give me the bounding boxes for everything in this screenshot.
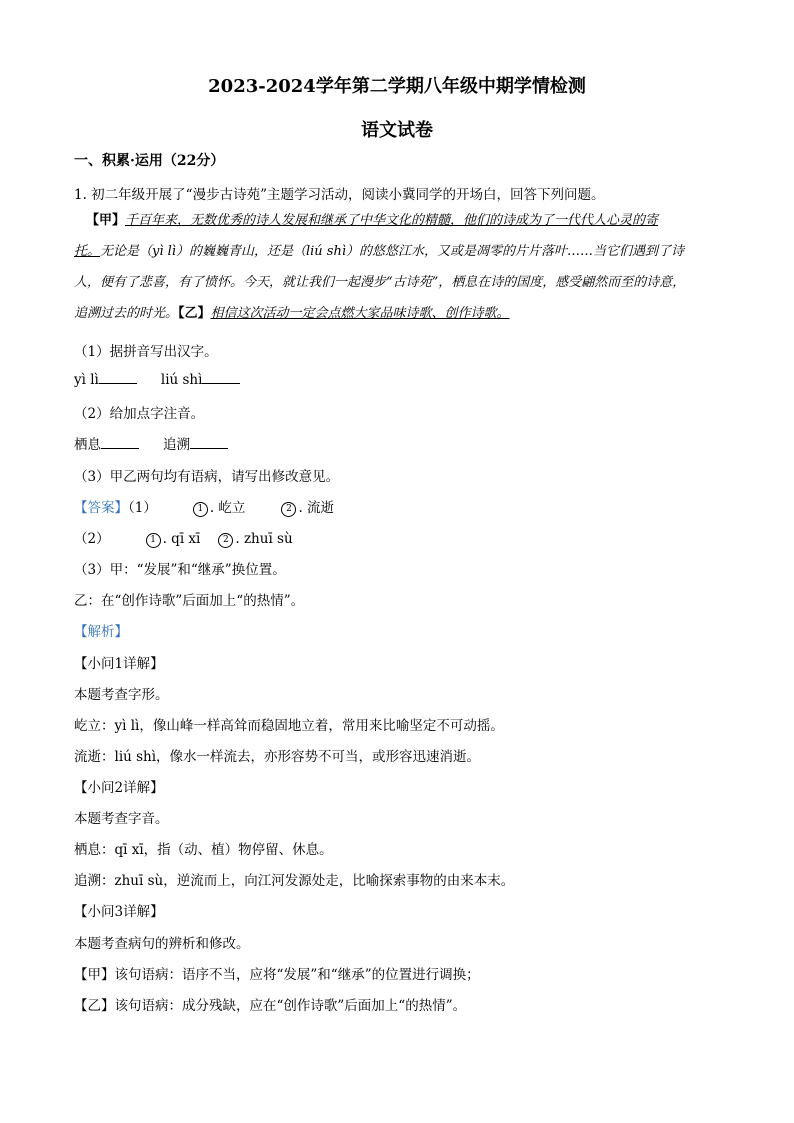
word-a: 栖息 bbox=[74, 437, 101, 453]
sub-question-1: （1）据拼音写出汉字。 bbox=[74, 344, 218, 360]
analysis-label: 【解析】 bbox=[74, 624, 128, 640]
analysis-line: 流逝：liú shì，像水一样流去，亦形容势不可当，或形容迅速消逝。 bbox=[74, 749, 481, 765]
analysis-subheading: 【小问1详解】 bbox=[74, 656, 164, 672]
passage-underlined-yi: 相信这次活动一定会点燃大家品味诗歌、创作诗歌。 bbox=[210, 306, 510, 321]
passage-underlined-jia: 千百年来，无数优秀的诗人发展和继承了中华文化的精髓，他们的诗成为了一代代人心灵的寄 bbox=[125, 213, 659, 228]
answer-line-3: （3）甲：“发展”和“继承”换位置。 bbox=[74, 562, 286, 578]
circle-number-icon: 1 bbox=[193, 502, 208, 517]
analysis-line: 【乙】该句语病：成分残缺，应在“创作诗歌”后面加上“的热情”。 bbox=[74, 998, 467, 1014]
answer-line-2 bbox=[74, 527, 293, 548]
answer-item: . zhuī sù bbox=[235, 531, 293, 547]
passage-line bbox=[74, 298, 722, 329]
passage-tag-yi: 【乙】 bbox=[178, 306, 211, 321]
analysis-line: 栖息：qī xī，指（动、植）物停留、休息。 bbox=[74, 842, 333, 858]
answer-blank[interactable] bbox=[101, 436, 139, 449]
reading-passage bbox=[74, 205, 722, 329]
answer-item: . qī xī bbox=[162, 531, 201, 547]
answer-item: . 流逝 bbox=[298, 500, 335, 516]
analysis-line: 本题考查字音。 bbox=[74, 811, 169, 827]
answer-label: 【答案】 bbox=[74, 500, 128, 516]
sub-question-2: （2）给加点字注音。 bbox=[74, 406, 205, 422]
question-prompt: 1. 初二年级开展了“漫步古诗苑”主题学习活动，阅读小冀同学的开场白，回答下列问题。 bbox=[74, 187, 605, 203]
answer-blank[interactable] bbox=[99, 371, 137, 384]
analysis-line: 屹立：yì lì，像山峰一样高耸而稳固地立着，常用来比喻坚定不可动摇。 bbox=[74, 718, 504, 734]
passage-text: 追溯过去的时光。 bbox=[74, 306, 179, 321]
answer-item: . 屹立 bbox=[209, 500, 246, 516]
section-heading: 一、积累·运用（22分） bbox=[74, 153, 225, 169]
answer-number: （2） bbox=[74, 531, 110, 547]
analysis-subheading: 【小问2详解】 bbox=[74, 780, 164, 796]
passage-text: 无论是（yì lì）的巍巍青山，还是（liú shì）的悠悠江水，又或是凋零的片片落叶……当它们遇到了诗 bbox=[100, 244, 684, 259]
analysis-line: 本题考查字形。 bbox=[74, 687, 169, 703]
passage-tag-jia: 【甲】 bbox=[86, 213, 126, 228]
analysis-line: 本题考查病句的辨析和修改。 bbox=[74, 936, 250, 952]
circle-number-icon: 2 bbox=[218, 533, 233, 548]
pinyin-b: liú shì bbox=[160, 372, 203, 388]
exam-subtitle: 语文试卷 bbox=[361, 120, 433, 141]
passage-underlined-jia-end: 托。 bbox=[74, 244, 101, 259]
analysis-line: 【甲】该句语病：语序不当，应将“发展”和“继承”的位置进行调换； bbox=[74, 967, 480, 983]
answer-number: （1） bbox=[128, 500, 157, 516]
answer-line-4: 乙：在“创作诗歌”后面加上“的热情”。 bbox=[74, 593, 305, 609]
pinyin-a: yì lì bbox=[74, 372, 99, 388]
passage-line bbox=[74, 236, 722, 267]
sub-question-2-blanks bbox=[74, 433, 228, 453]
circle-number-icon: 2 bbox=[281, 502, 296, 517]
passage-line: 人，便有了悲喜，有了愤怀。今天，就让我们一起漫步“古诗苑”，栖息在诗的国度，感受翩然而至的诗意， bbox=[74, 275, 686, 290]
sub-question-1-blanks bbox=[74, 371, 240, 388]
word-b: 追溯 bbox=[163, 437, 190, 453]
circle-number-icon: 1 bbox=[146, 533, 161, 548]
analysis-line: 追溯：zhuī sù，逆流而上，向江河发源处走，比喻探索事物的由来本末。 bbox=[74, 873, 515, 889]
analysis-subheading: 【小问3详解】 bbox=[74, 904, 164, 920]
exam-title: 2023-2024学年第二学期八年级中期学情检测 bbox=[208, 76, 586, 97]
answer-blank[interactable] bbox=[190, 436, 228, 449]
passage-line bbox=[74, 205, 722, 236]
sub-question-3: （3）甲乙两句均有语病，请写出修改意见。 bbox=[74, 469, 340, 485]
answer-line-1 bbox=[74, 496, 334, 517]
answer-blank[interactable] bbox=[202, 371, 240, 384]
